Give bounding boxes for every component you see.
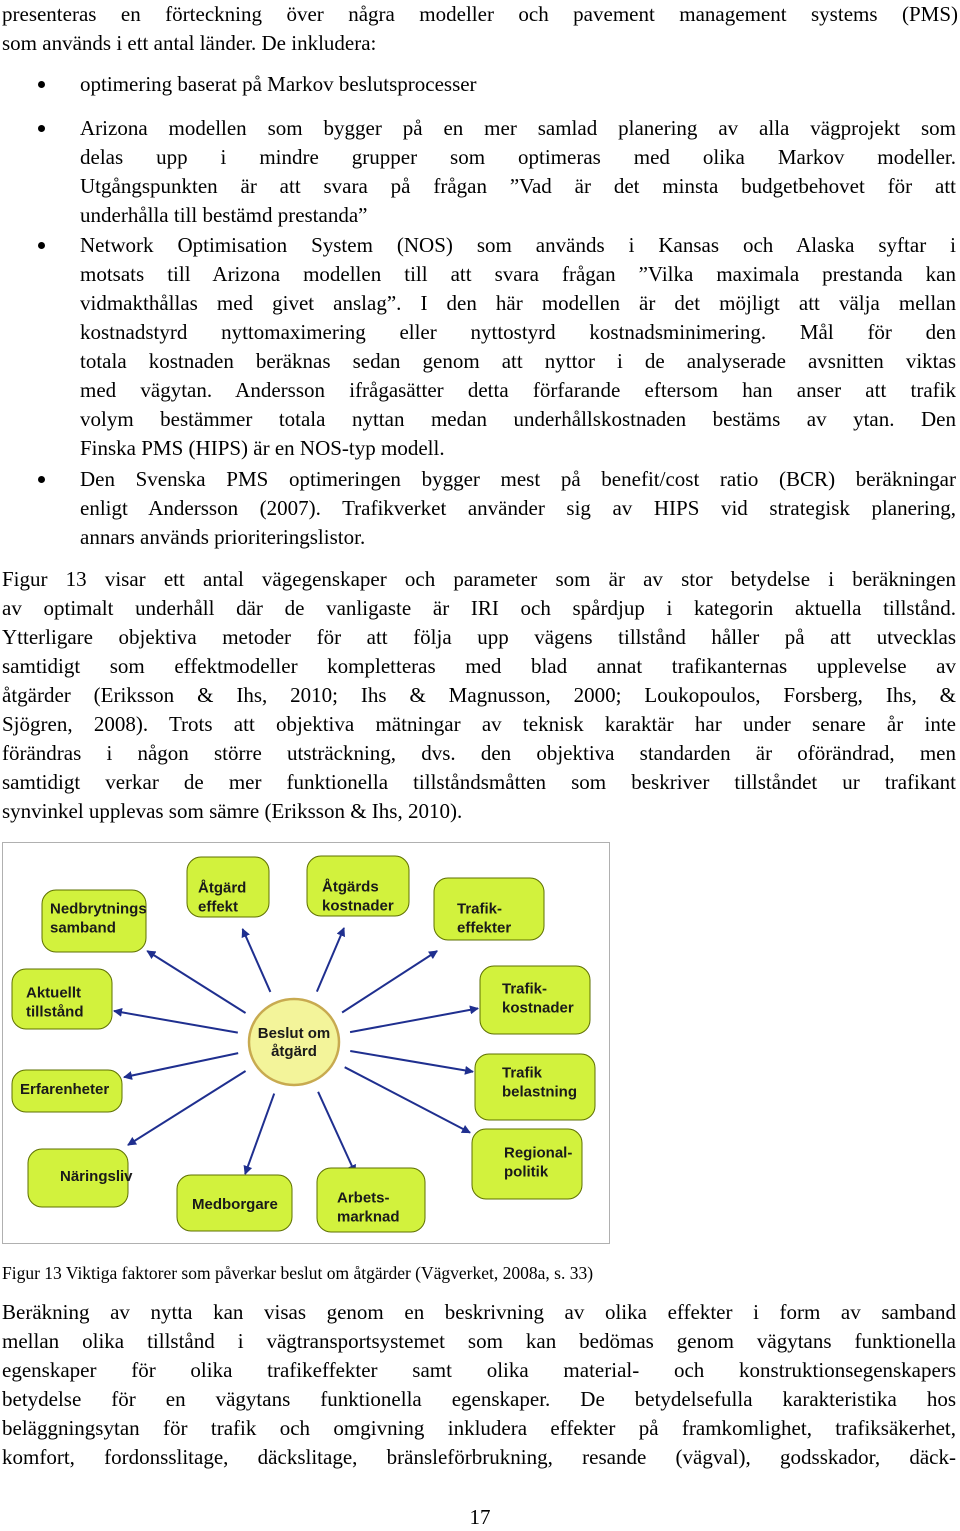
factor-box	[28, 1149, 133, 1207]
bullet-3-line-1: Network Optimisation System (NOS) som används i Kansas och Alaska syftar i	[80, 233, 956, 257]
bullet-4-line-2: enligt Andersson (2007). Trafikverket använder sig av HIPS vid strategisk planering,	[80, 496, 956, 520]
bullet-2-line-4: underhålla till bestämd prestanda”	[80, 203, 368, 227]
bullet-3-line-5: totala kostnaden beräknas sedan genom att nyttor i de analyserade avsnitten viktas	[80, 349, 956, 373]
para1-line-7: förändras i någon större utsträckning, dvs. den objektiva standarden är oförändrad, men	[2, 741, 956, 765]
bullet-marker	[38, 476, 45, 483]
para2-line-5: beläggningsytan för trafik och omgivning inkludera effekter på framkomlighet, trafiksäkerhet,	[2, 1416, 956, 1440]
decision-factors-diagram	[2, 842, 610, 1244]
bullet-marker	[38, 242, 45, 249]
factor-box-label: kostnader	[322, 897, 394, 915]
factor-box-label: samband	[50, 919, 116, 937]
factor-box	[12, 1070, 122, 1112]
factor-box-label: Trafik-	[502, 980, 548, 998]
para1-line-2: av optimalt underhåll där de vanligaste är IRI och spårdjup i kategorin aktuella tillstånd.	[2, 596, 956, 620]
page-number: 17	[469, 1505, 491, 1529]
factor-box-label: tillstånd	[26, 1003, 84, 1021]
bullet-3-line-4: kostnadstyrd nyttomaximering eller nyttostyrd kostnadsminimering. Mål för den	[80, 320, 956, 344]
factor-box-label: marknad	[337, 1208, 400, 1226]
bullet-2-line-3: Utgångspunkten är att svara på frågan ”Vad är det minsta budgetbehovet för att	[80, 174, 956, 198]
factor-box	[434, 878, 544, 940]
bullet-4-line-1: Den Svenska PMS optimeringen bygger mest på benefit/cost ratio (BCR) beräkningar	[80, 467, 956, 491]
bullet-3-line-8: Finska PMS (HIPS) är en NOS-typ modell.	[80, 436, 445, 460]
center-label-line-1: Beslut om	[257, 1025, 331, 1042]
factor-box-label: effekt	[198, 898, 239, 916]
factor-box-label: Trafik-	[457, 900, 503, 918]
factor-box-label: Åtgärds	[322, 878, 379, 896]
para1-line-8: samtidigt verkar de mer funktionella tillståndsmåtten som beskriver tillståndet ur trafikant	[2, 770, 956, 794]
para2-line-1: Beräkning av nytta kan visas genom en beskrivning av olika effekter i form av samband	[2, 1300, 956, 1324]
para1-line-4: samtidigt som effektmodeller kompletteras med blad annat trafikanternas upplevelse av	[2, 654, 956, 678]
factor-box	[42, 890, 147, 952]
intro-line-1: presenteras en förteckning över några modeller och pavement management systems (PMS)	[2, 2, 958, 26]
bullet-3-line-2: motsats till Arizona modellen till att svara frågan ”Vilka maximala prestanda kan	[80, 262, 956, 286]
factor-box-label: Näringsliv	[60, 1168, 133, 1185]
factor-box-label: Nedbrytnings	[50, 900, 147, 918]
bullet-marker	[38, 125, 45, 132]
factor-box	[12, 969, 112, 1029]
decision-circle	[249, 999, 339, 1085]
para2-line-6: komfort, fordonsslitage, däckslitage, bränsleförbrukning, resande (vägval), godsskador, däck-	[2, 1445, 956, 1469]
para1-line-9: synvinkel upplevas som sämre (Eriksson & Ihs, 2010).	[2, 799, 463, 823]
factor-box	[317, 1168, 425, 1232]
bullet-3-line-6: med vägytan. Andersson ifrågasätter detta förfarande eftersom han anser att trafik	[80, 378, 956, 402]
intro-line-2: som används i ett antal länder. De inkludera:	[2, 31, 377, 55]
factor-box-label: politik	[504, 1163, 549, 1181]
bullet-3-line-7: volym bestämmer totala nyttan medan underhållskostnaden bestäms av ytan. Den	[80, 407, 956, 431]
para1-line-6: Sjögren, 2008). Trots att objektiva mätningar av teknisk karaktär har under senare år inte	[2, 712, 956, 736]
factor-box	[187, 857, 269, 917]
bullet-2-line-1: Arizona modellen som bygger på en mer samlad planering av alla vägprojekt som	[80, 116, 956, 140]
bullet-3-line-3: vidmakthållas med givet anslag”. I den här modellen är det möjligt att välja mellan	[80, 291, 956, 315]
factor-box-label: Trafik	[502, 1064, 543, 1082]
factor-box-label: belastning	[502, 1083, 578, 1101]
factor-box-label: Regional-	[504, 1144, 573, 1162]
para1-line-3: Ytterligare objektiva metoder för att följa upp vägens tillstånd håller på att utvecklas	[2, 625, 956, 649]
factor-box-label: kostnader	[502, 999, 574, 1017]
para2-line-4: betydelse för en vägytans funktionella egenskaper. De betydelsefulla karakteristika hos	[2, 1387, 956, 1411]
para2-line-2: mellan olika tillstånd i vägtransportsystemet som kan bedömas genom vägytans funktionella	[2, 1329, 956, 1353]
central-circle	[249, 999, 339, 1085]
para1-line-1: Figur 13 visar ett antal vägegenskaper och parameter som är av stor betydelse i beräkningen	[2, 567, 956, 591]
factor-box-label: Erfarenheter	[20, 1081, 110, 1098]
bullet-4-line-3: annars används prioriteringslistor.	[80, 525, 366, 549]
bullet-marker	[38, 81, 45, 88]
factor-box-label: Aktuellt	[26, 984, 82, 1002]
para2-line-3: egenskaper för olika trafikeffekter samt olika material- och konstruktionsegenskapers	[2, 1358, 956, 1382]
figure-caption: Figur 13 Viktiga faktorer som påverkar beslut om åtgärder (Vägverket, 2008a, s. 33)	[2, 1263, 594, 1283]
factor-box	[307, 856, 409, 916]
para1-line-5: åtgärder (Eriksson & Ihs, 2010; Ihs & Magnusson, 2000; Loukopoulos, Forsberg, Ihs, &	[2, 683, 956, 707]
factor-box-label: effekter	[457, 919, 512, 937]
center-label-line-2: åtgärd	[271, 1043, 317, 1060]
factor-box-label: Medborgare	[192, 1196, 278, 1213]
factor-box	[475, 1054, 595, 1120]
factor-box	[472, 1129, 582, 1199]
bullet-2-line-2: delas upp i mindre grupper som optimeras med olika Markov modeller.	[80, 145, 956, 169]
factor-box	[480, 966, 590, 1034]
bullet-1-line-1: optimering baserat på Markov beslutsprocesser	[80, 72, 477, 96]
factor-box-label: Arbets-	[337, 1189, 390, 1207]
factor-box-label: Åtgärd	[198, 879, 247, 897]
factor-box	[177, 1175, 292, 1231]
